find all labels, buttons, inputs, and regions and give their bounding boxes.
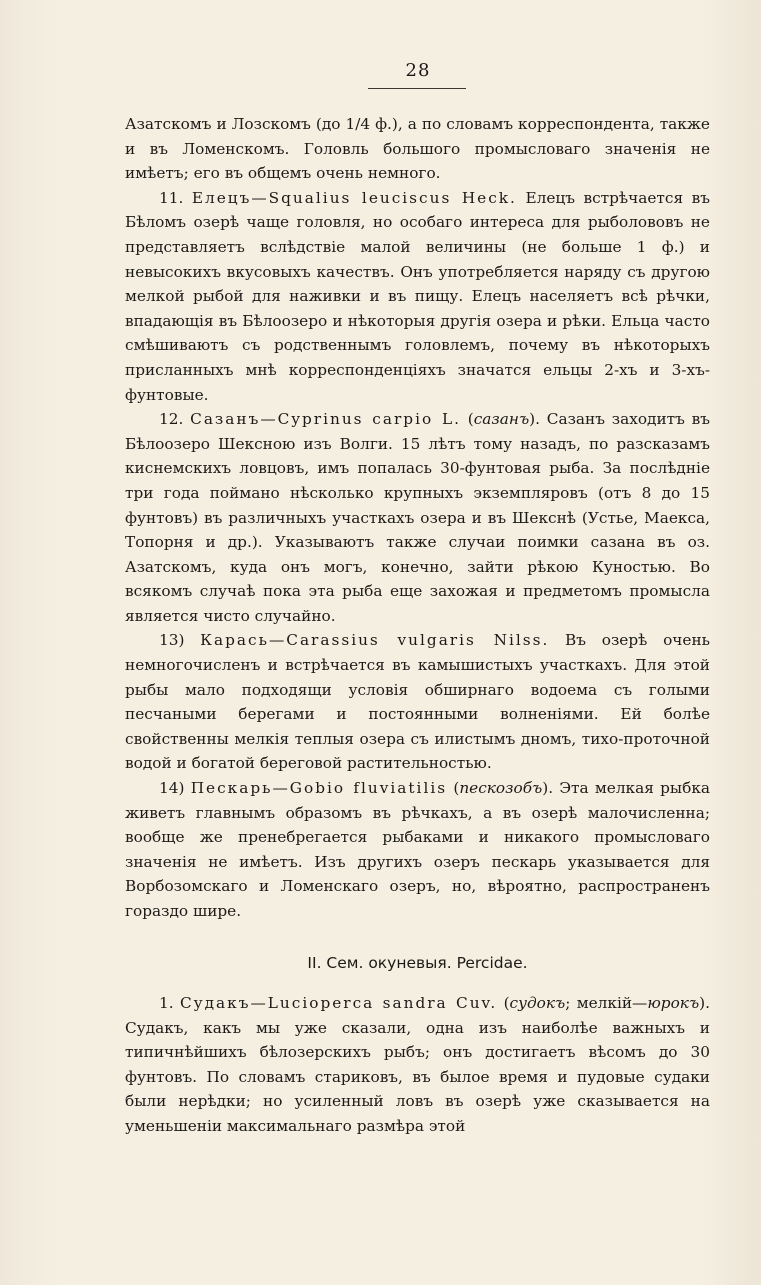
text-run: ; мелкій—	[565, 994, 648, 1012]
text-run: (	[447, 779, 460, 798]
text-run: 14)	[159, 779, 191, 798]
paragraph	[125, 186, 710, 407]
species-name: Карась—Carassius vulgaris Nilss.	[200, 631, 550, 650]
text-run: ). Сазанъ заходитъ въ Бѣлоозеро Шексною изъ Волги. 15 лѣтъ тому назадъ, по разсказамъ киснемскихъ ловцовъ, имъ попалась 30-фунтовая рыба. За послѣдніе три года поймано нѣсколько крупныхъ экземпляровъ (отъ 8 до 15 фунтовъ) въ различныхъ участкахъ озера и въ Шекснѣ (Устье, Маекса, Топорня и др.). Указываютъ также случаи поимки сазана въ оз. Азатскомъ, куда онъ могъ, конечно, зайти рѣкою Куностью. Во всякомъ случаѣ пока эта рыба еще захожая и предметомъ промысла является чисто случайно.	[125, 410, 710, 625]
text-run: Елецъ встрѣчается въ Бѣломъ озерѣ чаще головля, но особаго интереса для рыболововъ не представляетъ вслѣдствіе малой величины (не больше 1 ф.) и невысокихъ вкусовыхъ качествъ. Онъ употребляется наряду съ другою мелкой рыбой для наживки и въ пищу. Елецъ населяетъ всѣ рѣчки, впадающія въ Бѣлоозеро и нѣкоторыя другія озера и рѣки. Ельца часто смѣшиваютъ съ родственнымъ головлемъ, почему въ нѣкоторыхъ присланныхъ мнѣ корреспонденціяхъ значатся ельцы 2-хъ и 3-хъ-фунтовые.	[125, 188, 710, 404]
text-run: (	[460, 410, 474, 429]
main-text-bottom	[125, 991, 710, 1139]
paragraph	[125, 407, 710, 628]
text-run: Въ озерѣ очень немногочисленъ и встрѣчается въ камышистыхъ участкахъ. Для этой рыбы мало подходящи условія обширнаго водоема съ голыми песчаными берегами и постоянными волненіями. Ей болѣе свойственны мелкія теплыя озера съ илистымъ дномъ, тихо-проточной водой и богатой береговой растительностью.	[125, 631, 710, 773]
text-run: ). Судакъ, какъ мы уже сказали, одна изъ наиболѣе важныхъ и типичнѣйшихъ бѣлозерскихъ рыбъ; онъ достигаетъ вѣсомъ до 30 фунтовъ. По словамъ стариковъ, въ былое время и пудовые судаки были нерѣдки; но усиленный ловъ въ озерѣ уже сказывается на уменьшеніи максимальнаго размѣра этой	[125, 994, 710, 1135]
text-run: ф.), а по словамъ корреспондента, также и въ Ломенскомъ. Головль большого промысловаго значенія не имѣетъ; его въ общемъ очень немного.	[125, 115, 710, 183]
species-name: Пескарь—Gobio fluviatilis	[190, 779, 448, 798]
paragraph	[125, 991, 710, 1139]
paragraph	[125, 112, 710, 186]
species-name: Судакъ—Lucioperca sandra Cuv.	[179, 994, 498, 1012]
text-run: (	[497, 994, 510, 1012]
local-name: сазанъ	[473, 410, 530, 429]
text-run: 12.	[159, 410, 191, 429]
page-number-rule	[368, 88, 466, 89]
species-name: Елецъ—Squalius leuciscus Heck.	[191, 188, 517, 207]
main-text-top	[125, 112, 710, 924]
species-name: Сазанъ—Cyprinus carpio L.	[190, 410, 461, 429]
local-name: юрокъ	[647, 994, 700, 1012]
text-run: 1/4	[345, 115, 371, 133]
local-name: пескозобъ	[459, 779, 543, 798]
section-heading: II. Сем. окуневыя. Percidae.	[307, 954, 528, 972]
text-run: 11.	[159, 188, 192, 207]
text-run: 13)	[159, 631, 201, 650]
page-number: 28	[405, 60, 431, 81]
paragraph	[125, 628, 710, 776]
text-run: ). Эта мелкая рыбка живетъ главнымъ образомъ въ рѣчкахъ, а въ озерѣ малочисленна; вообще же пренебрегается рыбаками и никакого промысловаго значенія не имѣетъ. Изъ другихъ озеръ пескарь указывается для Ворбозомскаго и Ломенскаго озеръ, но, вѣроятно, распространенъ гораздо шире.	[125, 779, 710, 920]
local-name: судокъ	[509, 994, 566, 1012]
paragraph	[125, 776, 710, 924]
text-run: Азатскомъ и Лозскомъ (до	[125, 115, 346, 133]
text-run: 1.	[159, 994, 180, 1012]
